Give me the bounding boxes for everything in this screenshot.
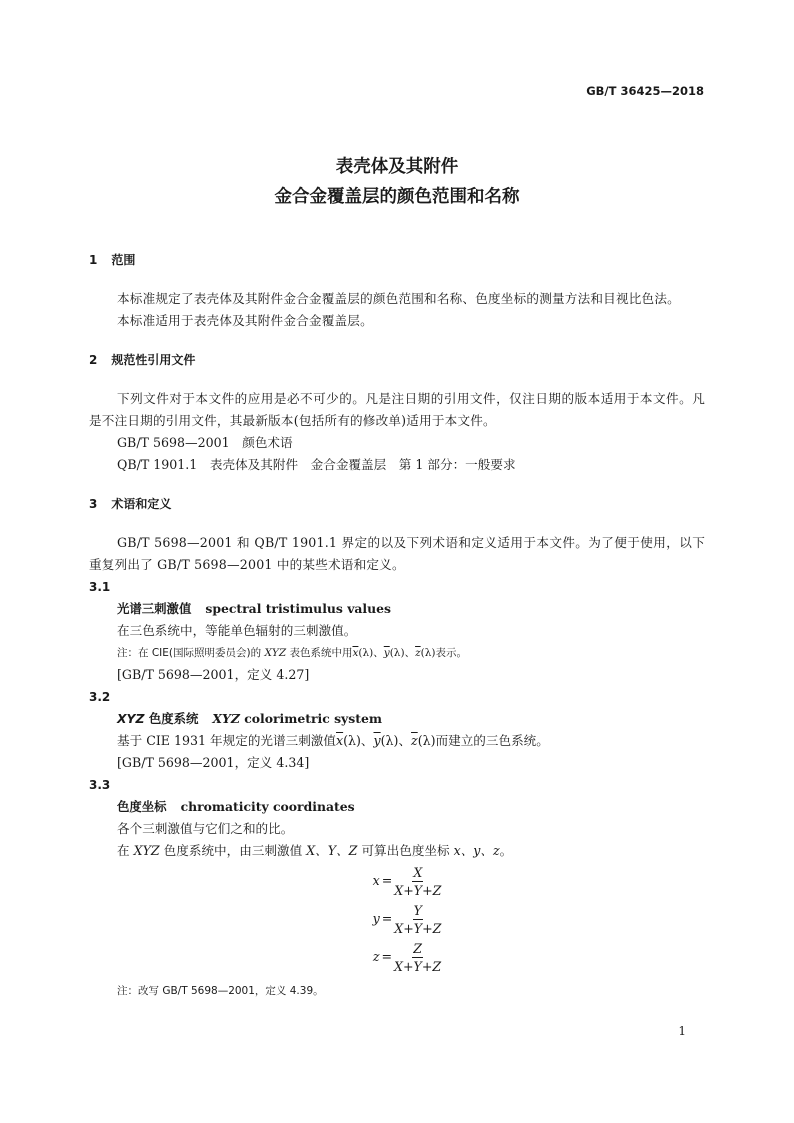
math-symbol: (λ) — [380, 733, 399, 748]
math-symbol: (λ) — [417, 733, 436, 748]
text: 可算出色度坐标 — [361, 843, 450, 858]
section-title: 规范性引用文件 — [111, 353, 196, 367]
section-title: 范围 — [111, 253, 136, 267]
fraction-denominator: X+Y+Z — [394, 958, 442, 974]
clause-number: 3.2 — [89, 690, 111, 704]
fraction — [394, 864, 441, 899]
clause-number: 3.1 — [89, 580, 111, 594]
section-number: 3 — [89, 497, 98, 511]
formula-x: x = $\frac{X}{X+Y+Z}$ — [372, 864, 442, 898]
note-text: 、 — [404, 647, 416, 659]
math-symbol: x、y、z — [453, 843, 500, 858]
term-entry — [89, 796, 705, 818]
note: 注：改写 GB/T 5698—2001，定义 4.39。 — [117, 985, 324, 997]
term-chinese: 光谱三刺激值 — [117, 601, 192, 616]
note-text: 注：在 CIE(国际照明委员会)的 — [117, 647, 262, 659]
definition-text: 、 — [360, 733, 374, 748]
term-entry — [89, 708, 705, 730]
fraction-denominator: X+Y+Z — [394, 882, 442, 898]
section-heading-terms — [89, 493, 705, 515]
paragraph: 本标准规定了表壳体及其附件金合金覆盖层的颜色范围和名称、色度坐标的测量方法和目视比色法。 — [117, 291, 680, 306]
term-symbol: XYZ — [212, 711, 240, 726]
section-number: 2 — [89, 353, 98, 367]
formula-lhs: y — [372, 911, 380, 926]
note-text: 表示。 — [435, 647, 467, 659]
math-symbol: (λ) — [420, 647, 436, 659]
section-heading-scope — [89, 249, 705, 271]
reference-item: QB/T 1901.1 表壳体及其附件 金合金覆盖层 第 1 部分：一般要求 — [117, 457, 516, 472]
fraction-numerator: X — [413, 864, 423, 880]
math-symbol: (λ) — [343, 733, 361, 748]
math-symbol: XYZ — [133, 843, 160, 858]
clause-number: 3.3 — [89, 778, 111, 792]
standard-code: GB/T 36425—2018 — [586, 84, 704, 98]
term-symbol: XYZ — [117, 711, 145, 726]
math-symbol: $\overline{y}$ — [383, 647, 390, 659]
note-symbol: XYZ — [264, 647, 287, 659]
section-title: 术语和定义 — [111, 497, 172, 511]
term-english: chromaticity coordinates — [180, 799, 355, 814]
formula-y: y = $\frac{Y}{X+Y+Z}$ — [372, 902, 442, 936]
definition-text: 而建立的三色系统。 — [435, 733, 549, 748]
title-line-1: 表壳体及其附件 — [335, 157, 459, 177]
definition: 在三色系统中，等能单色辐射的三刺激值。 — [117, 623, 357, 638]
fraction-denominator: X+Y+Z — [394, 920, 442, 936]
page-number: 1 — [678, 1024, 686, 1038]
section-heading-normative-references — [89, 349, 705, 371]
calculation-text — [89, 840, 705, 862]
source-reference: [GB/T 5698—2001，定义 4.34] — [117, 755, 310, 770]
title-line-2: 金合金覆盖层的颜色范围和名称 — [274, 187, 520, 207]
definition: 各个三刺激值与它们之和的比。 — [117, 821, 294, 836]
definition-text: 基于 CIE 1931 年规定的光谱三刺激值 — [117, 733, 336, 748]
text: 。 — [499, 843, 513, 858]
term-chinese: 色度系统 — [148, 711, 199, 726]
math-symbol: $\overline{z}$ — [415, 647, 421, 659]
term-entry — [89, 598, 705, 620]
math-symbol: (λ) — [389, 647, 405, 659]
reference-item: GB/T 5698—2001 颜色术语 — [117, 435, 293, 450]
section-number: 1 — [89, 253, 98, 267]
formula-lhs: z — [372, 949, 380, 964]
math-symbol: X、Y、Z — [306, 843, 358, 858]
text: 在 — [117, 843, 130, 858]
definition-text: 、 — [398, 733, 412, 748]
paragraph: 本标准适用于表壳体及其附件金合金覆盖层。 — [117, 313, 373, 328]
note-text: 表色系统中用 — [289, 647, 353, 659]
term-english-text: colorimetric system — [244, 711, 382, 726]
math-symbol: $\overline{x}$ — [352, 647, 359, 659]
document-title — [0, 152, 794, 212]
term-chinese: 色度坐标 — [117, 799, 167, 814]
math-symbol: $\overline{x}$ — [336, 733, 344, 748]
term-english — [212, 711, 382, 726]
term-english: spectral tristimulus values — [205, 601, 392, 616]
math-symbol: (λ) — [358, 647, 374, 659]
formula-z: z = $\frac{Z}{X+Y+Z}$ — [372, 940, 442, 974]
fraction — [394, 902, 441, 937]
definition — [89, 730, 705, 752]
paragraph: GB/T 5698—2001 和 QB/T 1901.1 界定的以及下列术语和定义适用于本文件。为了便于使用，以下重复列出了 GB/T 5698—2001 中的某些术语和定义。 — [89, 535, 705, 572]
math-symbol: $\overline{z}$ — [411, 733, 418, 748]
fraction — [394, 940, 441, 975]
note — [89, 642, 705, 664]
source-reference: [GB/T 5698—2001，定义 4.27] — [117, 667, 310, 682]
document-body — [89, 249, 705, 1002]
math-symbol: $\overline{y}$ — [373, 733, 381, 748]
fraction-numerator: Y — [413, 902, 422, 918]
note-text: 、 — [373, 647, 384, 659]
text: 色度系统中，由三刺激值 — [163, 843, 303, 858]
fraction-numerator: Z — [413, 940, 422, 956]
paragraph: 下列文件对于本文件的应用是必不可少的。凡是注日期的引用文件，仅注日期的版本适用于本文件。凡是不注日期的引用文件，其最新版本(包括所有的修改单)适用于本文件。 — [89, 391, 705, 428]
formula-lhs: x — [372, 873, 380, 888]
